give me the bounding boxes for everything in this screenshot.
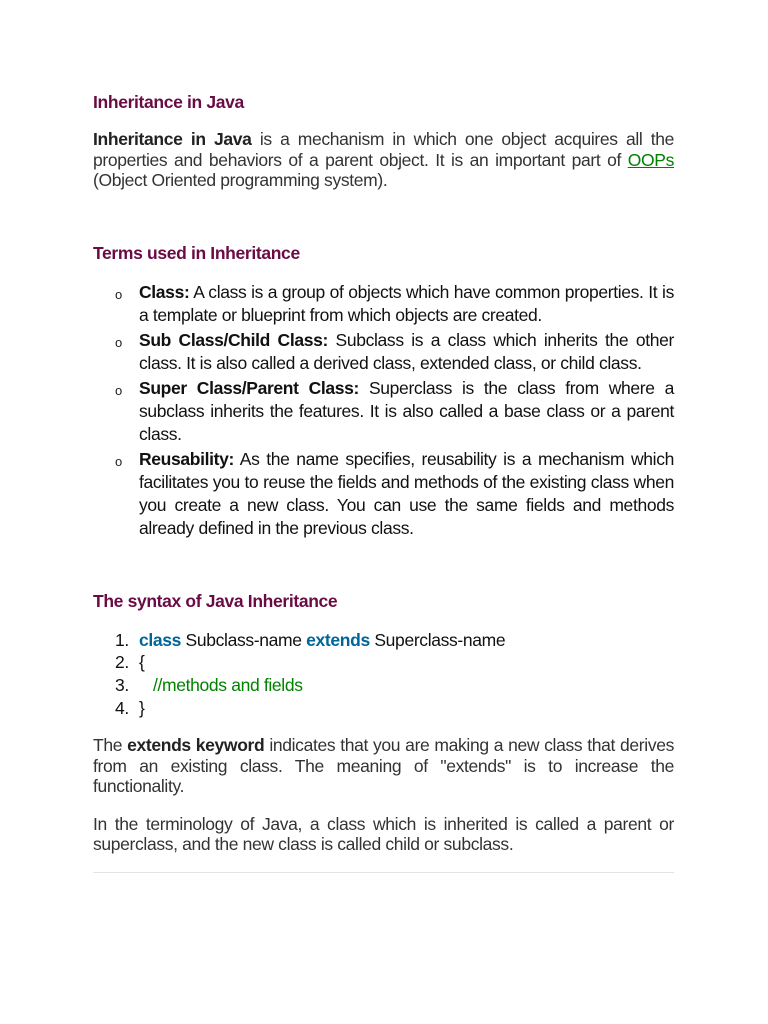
line-number: 2. xyxy=(115,652,129,673)
line-number: 4. xyxy=(115,697,129,718)
term-description: As the name specifies, reusability is a mechanism which facilitates you to reuse the fields and methods of the existing class when you create a new class. You can use the same fields and methods already defined in the previous class. xyxy=(139,448,674,538)
code-block xyxy=(93,629,674,720)
divider xyxy=(93,872,674,873)
term-label: Class: xyxy=(139,281,190,302)
code-text: } xyxy=(139,697,145,718)
code-line xyxy=(93,629,674,652)
heading-syntax: The syntax of Java Inheritance xyxy=(93,590,338,611)
keyword-extends: extends xyxy=(306,629,370,650)
term-description: A class is a group of objects which have common properties. It is a template or blueprint from which objects are created. xyxy=(139,281,674,325)
extends-paragraph xyxy=(93,735,674,797)
term-description: Subclass is a class which inherits the other class. It is also called a derived class, extended class, or child class. xyxy=(139,329,674,373)
code-text: { xyxy=(139,652,145,673)
list-item xyxy=(93,281,674,327)
list-item xyxy=(93,329,674,375)
heading-inheritance-in-java: Inheritance in Java xyxy=(93,92,244,112)
term-description: Superclass is the class from where a subclass inherits the features. It is also called a base class or a parent class. xyxy=(139,377,675,444)
list-item xyxy=(93,377,674,446)
code-comment: //methods and fields xyxy=(153,674,303,695)
heading-terms-used: Terms used in Inheritance xyxy=(93,242,300,263)
bullet-marker: o xyxy=(115,382,122,398)
term-label: Sub Class/Child Class: xyxy=(139,329,328,350)
oops-link[interactable]: OOPs xyxy=(627,149,674,170)
list-item xyxy=(93,448,674,540)
terminology-paragraph: In the terminology of Java, a class which is inherited is called a parent or superclass, and the new class is called child or subclass. xyxy=(93,813,674,855)
bullet-marker: o xyxy=(115,286,122,302)
para-text: The xyxy=(93,735,128,756)
code-line xyxy=(93,651,674,674)
terms-list xyxy=(93,281,674,540)
code-text: Superclass-name xyxy=(369,629,506,650)
extends-keyword-bold: extends keyword xyxy=(127,735,265,756)
keyword-class: class xyxy=(139,629,182,650)
term-label: Reusability: xyxy=(139,448,234,469)
code-line xyxy=(93,697,674,720)
code-text: Subclass-name xyxy=(181,629,307,650)
intro-bold-term: Inheritance in Java xyxy=(93,129,252,149)
bullet-marker: o xyxy=(115,453,122,469)
intro-text-1: is a mechanism in which one object acquires all the properties and behaviors of a parent object. It is an important part of xyxy=(93,129,674,170)
term-label: Super Class/Parent Class: xyxy=(139,377,360,398)
code-line xyxy=(93,674,674,697)
intro-text-2: (Object Oriented programming system). xyxy=(93,170,388,190)
bullet-marker: o xyxy=(115,334,122,350)
line-number: 1. xyxy=(115,629,129,650)
line-number: 3. xyxy=(115,674,129,695)
intro-paragraph xyxy=(93,129,674,191)
para-text: indicates that you are making a new class that derives from an existing class. The meaning of "extends" is to increase the functionality. xyxy=(93,735,674,797)
article-content xyxy=(93,91,674,873)
